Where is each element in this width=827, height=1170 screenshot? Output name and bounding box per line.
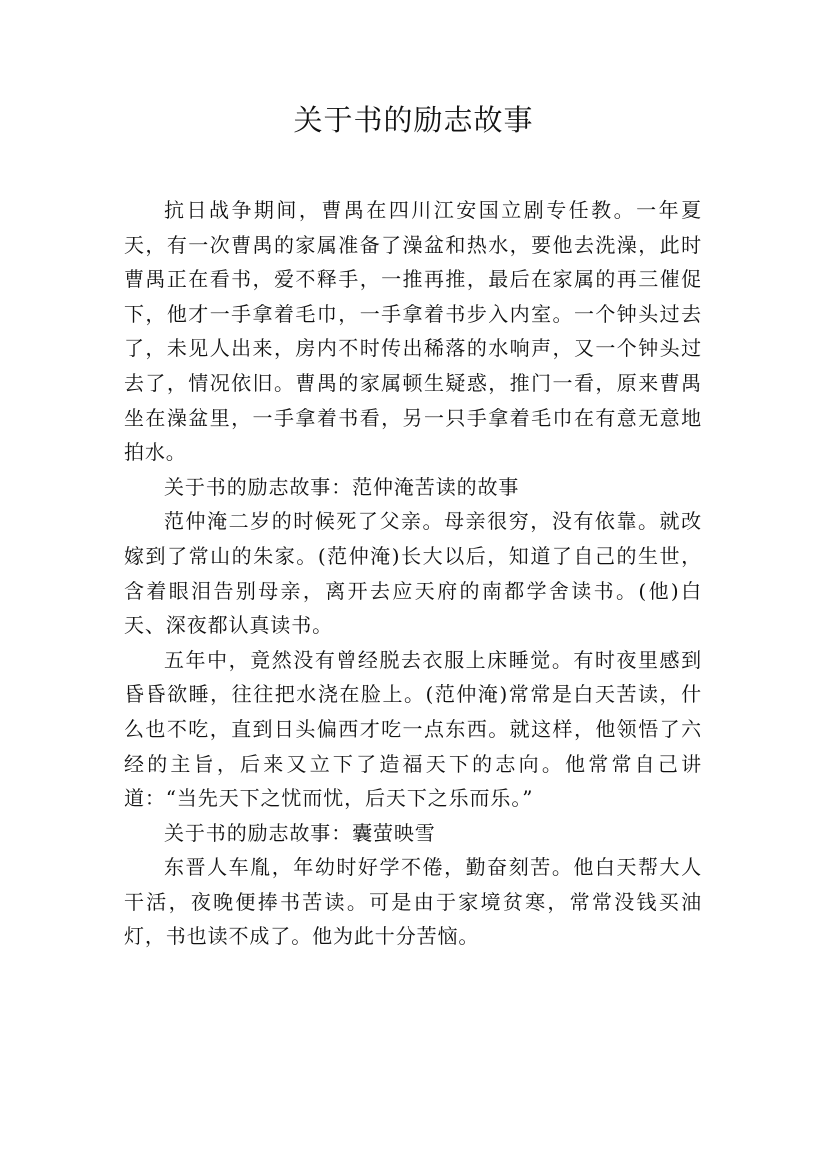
paragraph-fan-zhongyan-early-life: 范仲淹二岁的时候死了父亲。母亲很穷，没有依靠。就改嫁到了常山的朱家。(范仲淹)长大以后，知道了自己的生世，含着眼泪告别母亲，离开去应天府的南都学舍读书。(他)白天、深夜都认真读书。 — [124, 509, 702, 638]
paragraph-fan-zhongyan-study: 五年中，竟然没有曾经脱去衣服上床睡觉。有时夜里感到昏昏欲睡，往往把水浇在脸上。(范仲淹)常常是白天苦读，什么也不吃，直到日头偏西才吃一点东西。就这样，他领悟了六经的主旨，后来又立下了造福天下的志向。他常常自己讲道：“当先天下之忧而忧，后天下之乐而乐。” — [124, 647, 702, 811]
section-heading-nangying-yingxue: 关于书的励志故事：囊萤映雪 — [164, 820, 436, 845]
paragraph-che-yin-story: 东晋人车胤，年幼时好学不倦，勤奋刻苦。他白天帮大人干活，夜晚便捧书苦读。可是由于家境贫寒，常常没钱买油灯，书也读不成了。他为此十分苦恼。 — [124, 855, 702, 949]
document-title: 关于书的励志故事 — [293, 103, 534, 137]
document-body — [124, 193, 702, 954]
section-heading-fan-zhongyan: 关于书的励志故事：范仲淹苦读的故事 — [164, 474, 520, 499]
paragraph-caoyu-story: 抗日战争期间，曹禺在四川江安国立剧专任教。一年夏天，有一次曹禺的家属准备了澡盆和热水，要他去洗澡，此时曹禺正在看书，爱不释手，一推再推，最后在家属的再三催促下，他才一手拿着毛巾，一手拿着书步入内室。一个钟头过去了，未见人出来，房内不时传出稀落的水响声，又一个钟头过去了，情况依旧。曹禺的家属顿生疑惑，推门一看，原来曹禺坐在澡盆里，一手拿着书看，另一只手拿着毛巾在有意无意地拍水。 — [124, 198, 702, 465]
